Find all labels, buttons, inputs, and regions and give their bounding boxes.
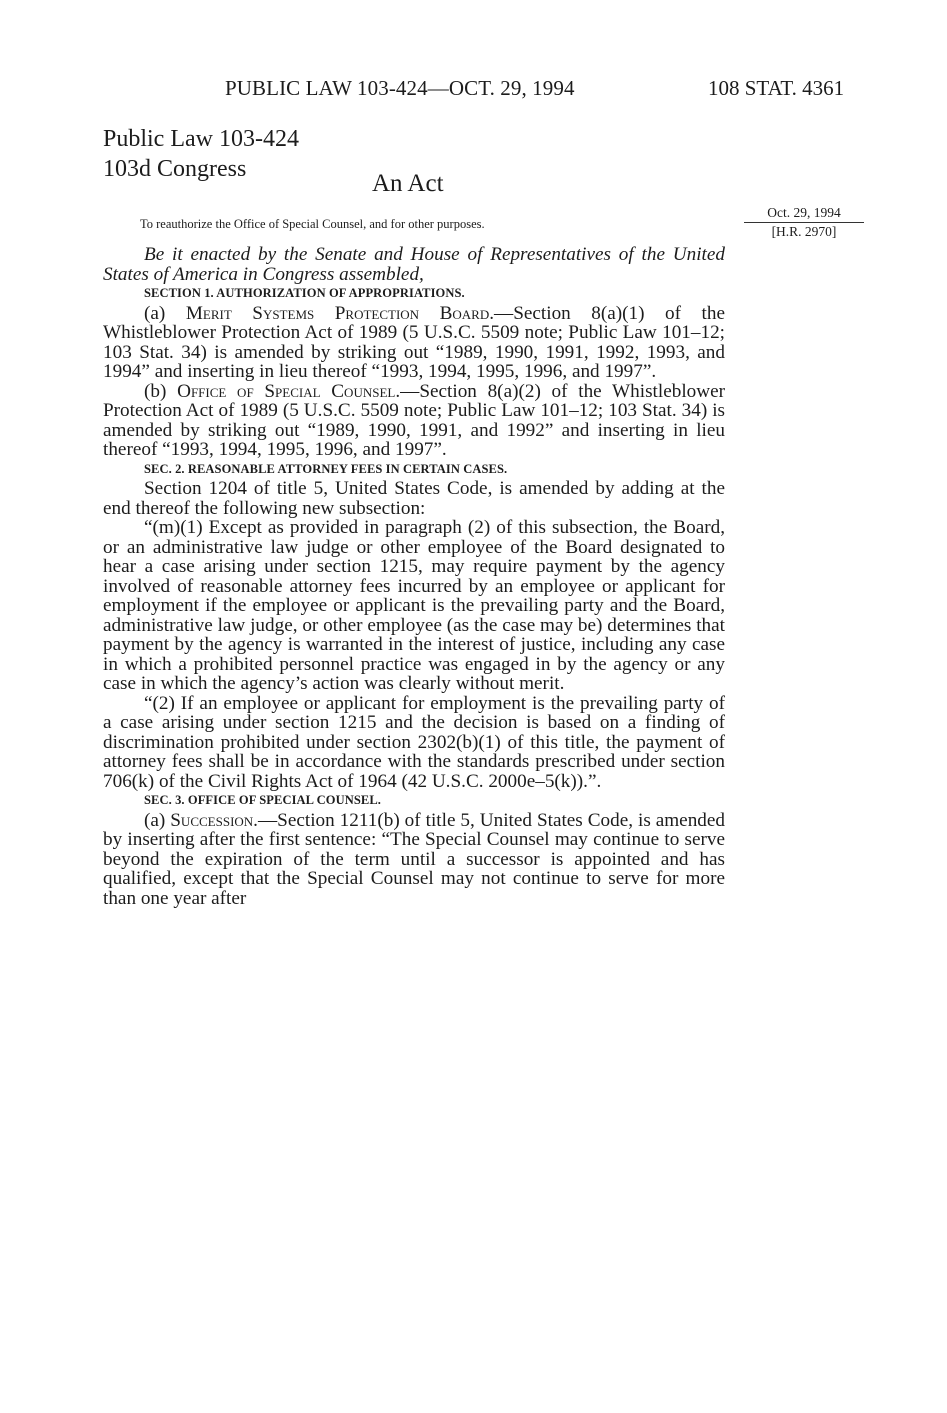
running-head: PUBLIC LAW 103-424—OCT. 29, 1994: [225, 76, 575, 100]
act-body: [103, 245, 725, 908]
section-3-paragraph-a: [103, 811, 725, 909]
paragraph-lead: (b): [144, 380, 178, 402]
section-1-paragraph-a: [103, 304, 725, 382]
paragraph-lead: (a): [144, 809, 171, 831]
section-1-paragraph-b: [103, 382, 725, 460]
section-1-heading: SECTION 1. AUTHORIZATION OF APPROPRIATIONS.: [144, 286, 465, 300]
law-identifier: [103, 124, 299, 184]
paragraph-caption: Office of Special Counsel.: [177, 380, 401, 402]
margin-bill-number: [H.R. 2970]: [771, 224, 837, 239]
paragraph-caption: Succession.: [170, 809, 258, 831]
act-title: An Act: [372, 170, 444, 197]
paragraph-text: —Section 1211(b) of title 5, United States Code, is amended by inserting after the first sentence: “The Special Counsel may continue to serve beyond the expiration of the term until a successor is appointed and has qualified, except that the Special Counsel may not continue to serve for more than one year after: [103, 809, 726, 909]
public-law-number: Public Law 103-424: [103, 126, 299, 152]
section-2-heading: SEC. 2. REASONABLE ATTORNEY FEES IN CERTAIN CASES.: [144, 461, 508, 476]
paragraph-lead: (a): [144, 302, 186, 324]
section-3-heading: SEC. 3. OFFICE OF SPECIAL COUNSEL.: [144, 793, 382, 807]
paragraph-text: —Section 8(a)(2) of the Whistleblower Protection Act of 1989 (5 U.S.C. 5509 note; Public Law 101–12; 103 Stat. 34) is amended by striking out “1989, 1990, 1991, and 1992” and inserting in lieu thereof “1993, 1994, 1995, 1996, and 1997”.: [103, 380, 726, 460]
margin-date: Oct. 29, 1994: [767, 205, 841, 220]
act-purpose: To reauthorize the Office of Special Counsel, and for other purposes.: [140, 217, 485, 231]
margin-note: [744, 205, 864, 240]
statutes-page-number: 108 STAT. 4361: [708, 76, 845, 100]
enacting-clause: Be it enacted by the Senate and House of Representatives of the United States of America in Congress assembled,: [103, 244, 725, 285]
section-2-paragraph-m1: “(m)(1) Except as provided in paragraph (2) of this subsection, the Board, or an administrative law judge or other employee of the Board designated to hear a case arising under section 1215, may require payment by the agency involved of reasonable attorney fees incurred by an employee or applicant for employment if the employee or applicant is the prevailing party and the Board, administrative law judge, or other employee (as the case may be) determines that payment by the agency is warranted in the interest of justice, including any case in which a prohibited personnel practice was engaged in by the agency or any case in which the agency’s action was clearly without merit.: [103, 517, 725, 694]
congress-label: 103d Congress: [103, 156, 247, 182]
paragraph-caption: Merit Systems Protection Board.: [185, 302, 495, 324]
margin-rule: [744, 222, 864, 223]
section-2-paragraph-intro: Section 1204 of title 5, United States Code, is amended by adding at the end thereof the following new subsection:: [103, 478, 725, 519]
paragraph-text: —Section 8(a)(1) of the Whistleblower Protection Act of 1989 (5 U.S.C. 5509 note; Public Law 101–12; 103 Stat. 34) is amended by striking out “1989, 1990, 1991, 1992, 1993, and 1994” and inserting in lieu thereof “1993, 1994, 1995, 1996, and 1997”.: [103, 302, 725, 382]
section-2-paragraph-m2: “(2) If an employee or applicant for employment is the prevailing party of a case arising under section 1215 and the decision is based on a finding of discrimination prohibited under section 2302(b)(1) of this title, the payment of attorney fees shall be in accordance with the standards prescribed under section 706(k) of the Civil Rights Act of 1964 (42 U.S.C. 2000e–5(k)).”.: [103, 692, 725, 792]
